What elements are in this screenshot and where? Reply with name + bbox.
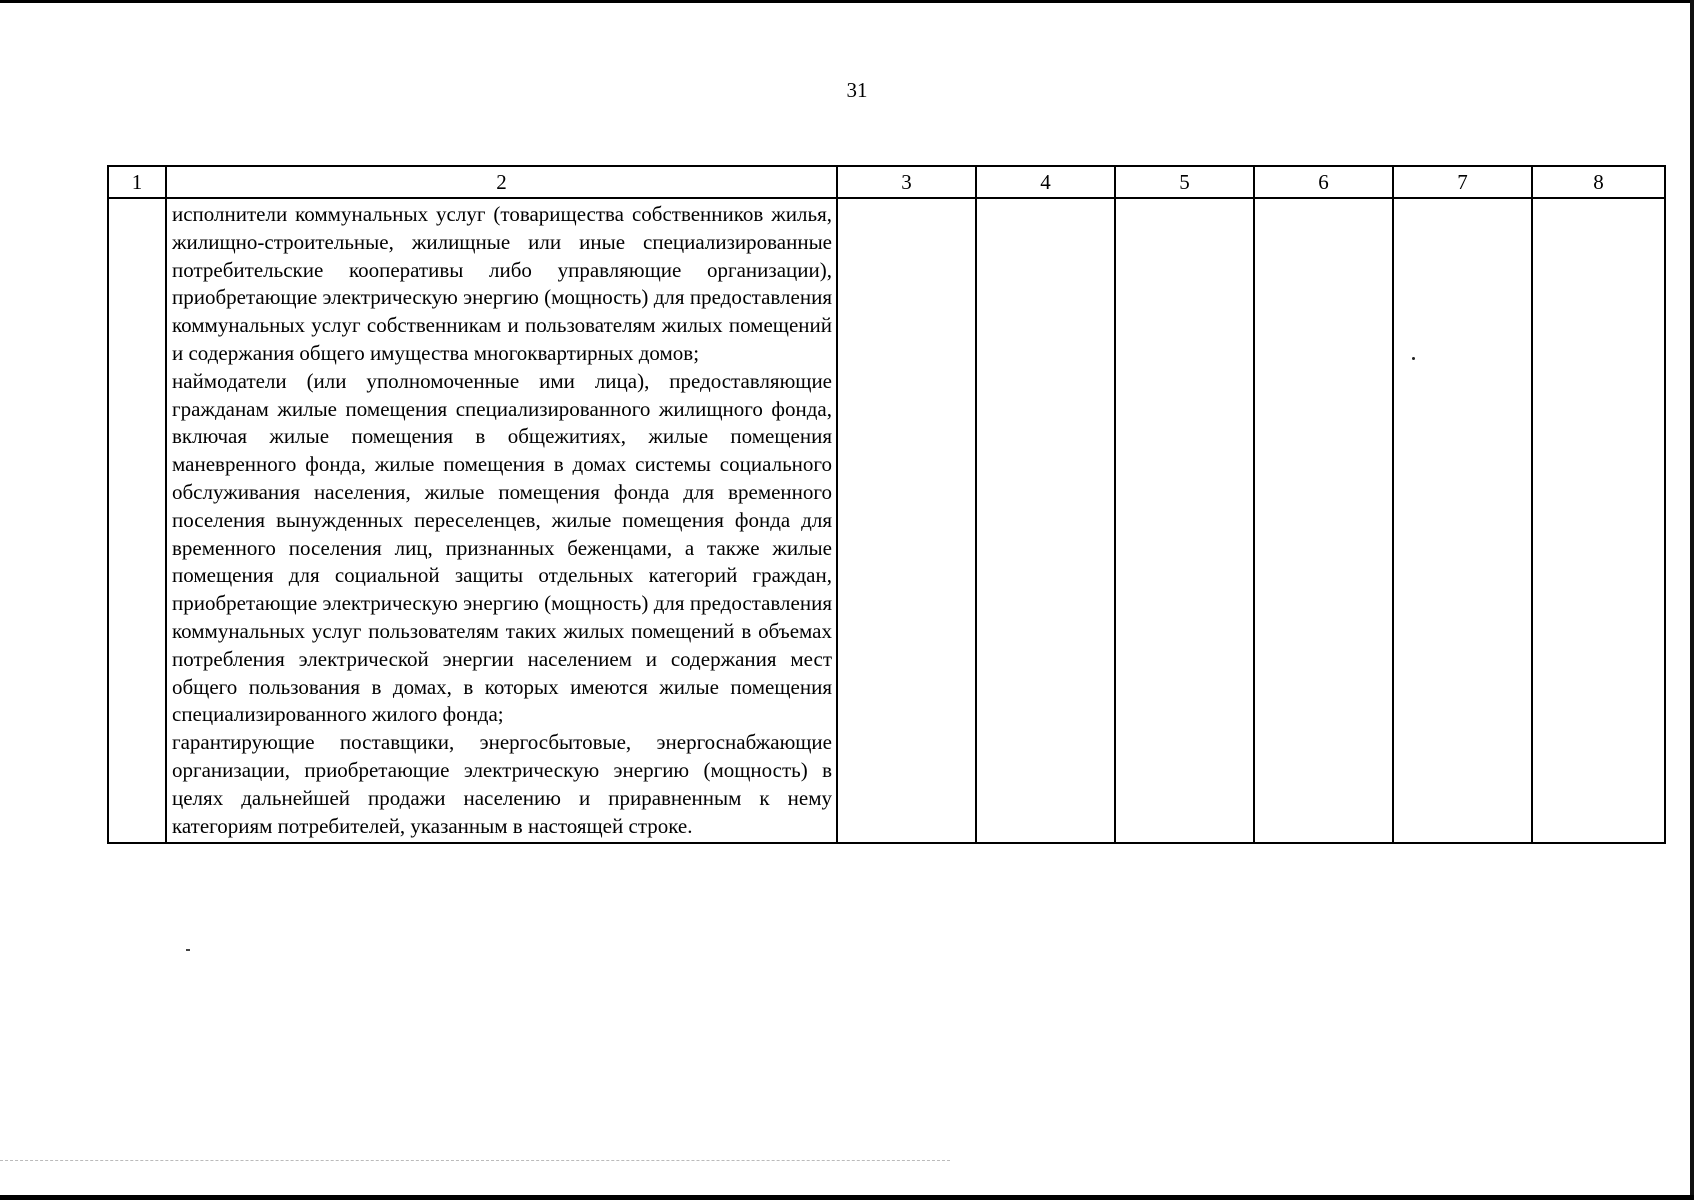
cell-col-7 [1393,198,1532,843]
scan-speck [1412,357,1415,360]
table-row [108,198,1665,843]
column-header-1: 1 [108,166,166,198]
column-header-5: 5 [1115,166,1254,198]
column-header-3: 3 [837,166,976,198]
scan-speck-small [186,949,190,951]
data-table [107,165,1666,844]
scan-edge-right [1690,0,1694,1200]
header-row [108,166,1665,198]
column-header-6: 6 [1254,166,1393,198]
cell-col-2 [166,198,837,843]
page-number: 31 [846,78,868,102]
cell-col-8 [1532,198,1665,843]
cell-col-4 [976,198,1115,843]
cell-col-1 [108,198,166,843]
column-header-2: 2 [166,166,837,198]
scan-edge-bottom [0,1195,1694,1200]
column-header-4: 4 [976,166,1115,198]
scan-noise-line [0,1160,950,1162]
scan-edge-top [0,0,1694,3]
paragraph-utility-providers: исполнители коммунальных услуг (товарищества собственников жилья, жилищно-строительные, жилищные или иные специализированные потребительские кооперативы либо управляющие организации), приобретающие электрическую энергию (мощность) для предоставления коммунальных услуг собственникам и пользователям жилых помещений и содержания общего имущества многоквартирных домов; [172,202,832,365]
paragraph-landlords: наймодатели (или уполномоченные ими лица), предоставляющие гражданам жилые помещения специализированного жилищного фонда, включая жилые помещения в общежитиях, жилые помещения маневренного фонда, жилые помещения в домах системы социального обслуживания населения, жилые помещения фонда для временного поселения вынужденных переселенцев, жилые помещения фонда для временного поселения лиц, признанных беженцами, а также жилые помещения для социальной защиты отдельных категорий граждан, приобретающие электрическую энергию (мощность) для предоставления коммунальных услуг пользователям таких жилых помещений в объемах потребления электрической энергии населением и содержания мест общего пользования в домах, в которых имеются жилые помещения специализированного жилого фонда; [172,368,832,727]
paragraph-guaranteeing-suppliers: гарантирующие поставщики, энергосбытовые, энергоснабжающие организации, приобретающие электрическую энергию (мощность) в целях дальнейшей продажи населению и приравненным к нему категориям потребителей, указанным в настоящей строке. [172,730,832,838]
column-header-7: 7 [1393,166,1532,198]
cell-col-3 [837,198,976,843]
column-header-8: 8 [1532,166,1665,198]
cell-col-5 [1115,198,1254,843]
cell-col-6 [1254,198,1393,843]
